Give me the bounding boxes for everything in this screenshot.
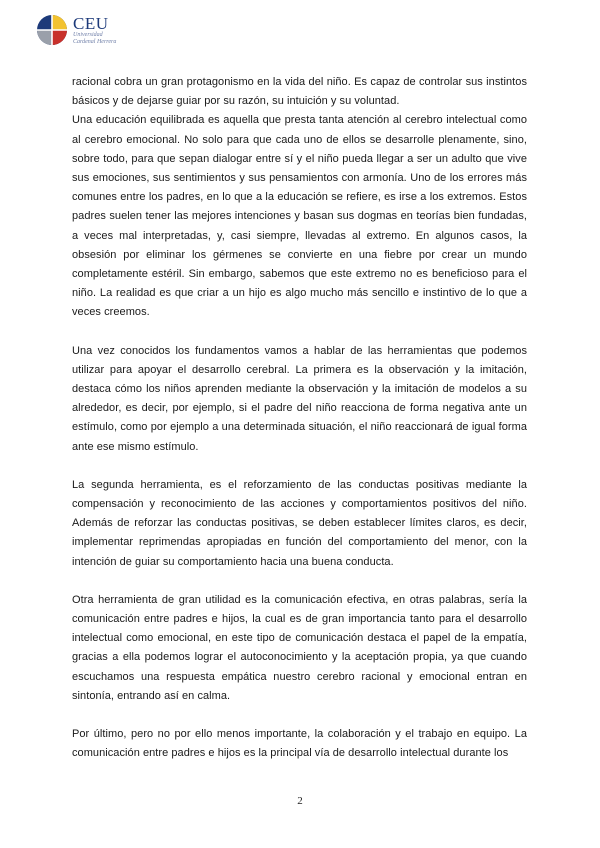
paragraph-5: Otra herramienta de gran utilidad es la comunicación efectiva, en otras palabras, sería la comunicación entre padres e hijos, la cual es de gran importancia tanto para el desarrollo intelectual como emocional, en este tipo de comunicación destaca el papel de la empatía, gracias a ella podemos lograr el autoconocimiento y la aceptación propia, ya que cuando escuchamos una respuesta empática nuestro cerebro racional y emocional entran en sintonía, entrando así en calma.: [72, 593, 527, 702]
paragraph-1: racional cobra un gran protagonismo en la vida del niño. Es capaz de controlar sus instintos básicos y de dejarse guiar por su razón, su intuición y su voluntad.: [72, 76, 527, 108]
paragraph-3: Una vez conocidos los fundamentos vamos a hablar de las herramientas que podemos utilizar para apoyar el desarrollo cerebral. La primera es la observación y la imitación, destaca cómo los niños aprenden mediante la observación y la imitación de modelos a su alrededor, es decir, por ejemplo, si el padre del niño reacciona de forma negativa ante un estímulo, como por ejemplo a una determinada situación, el niño reaccionará de igual forma ante ese mismo estímulo.: [72, 344, 527, 453]
page-number: 2: [297, 795, 303, 807]
ceu-logo-icon: [36, 14, 68, 46]
logo-name: CEU: [73, 13, 109, 33]
logo-text: [73, 15, 116, 46]
paragraph-4: La segunda herramienta, es el reforzamiento de las conductas positivas mediante la compensación y reconocimiento de las acciones y comportamientos positivos del niño. Además de reforzar las conductas positivas, se deben establecer límites claros, es decir, implementar reprimendas apropiadas en función del comportamiento del menor, con la intención de guiar su comportamiento hacia una buena conducta.: [72, 478, 527, 568]
document-body: [72, 73, 527, 764]
header-logo: [36, 10, 116, 50]
paragraph-2: Una educación equilibrada es aquella que presta tanta atención al cerebro intelectual como al cerebro emocional. No solo para que cada uno de ellos se desarrolle plenamente, sino, sobre todo, para que sepan dialogar entre sí y el niño pueda llegar a ser un adulto que vive sus emociones, sus sentimientos y sus pensamientos con armonía. Uno de los errores más comunes entre los padres, en lo que a la educación se refiere, es irse a los extremos. Estos padres suelen tener las mejores intenciones y basan sus dogmas en teorías bien fundadas, a veces mal interpretadas, y, casi siempre, llevadas al extremo. En algunos casos, la obsesión por eliminar los gérmenes se convierte en una fiebre por crear un mundo completamente estéril. Sin embargo, sabemos que este extremo no es beneficioso para el niño. La realidad es que criar a un hijo es algo mucho más sencillo e instintivo de lo que a veces creemos.: [72, 114, 527, 319]
logo-subtitle-line1: Universidad: [73, 31, 103, 38]
paragraph-6: Por último, pero no por ello menos importante, la colaboración y el trabajo en equipo. La comunicación entre padres e hijos es la principal vía de desarrollo intelectual durante los: [72, 728, 527, 760]
logo-subtitle-line2: Cardenal Herrera: [73, 38, 117, 45]
